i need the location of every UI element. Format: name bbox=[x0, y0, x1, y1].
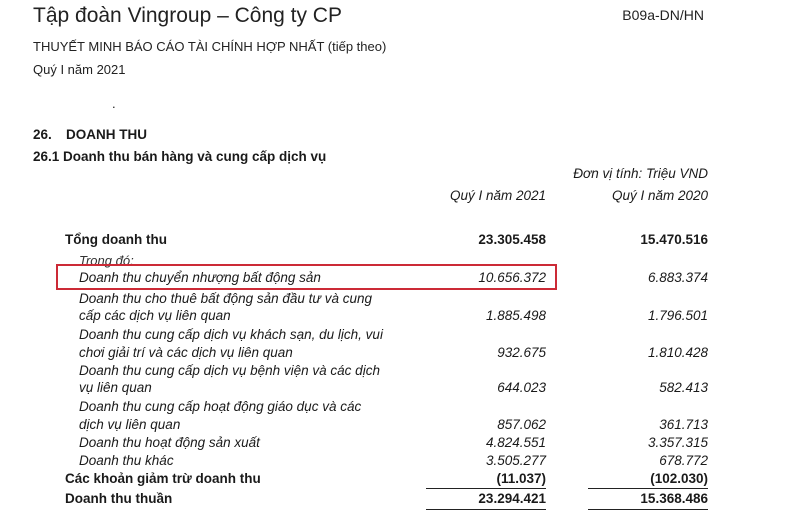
total-rule-2021 bbox=[426, 509, 546, 510]
column-header-2020: Quý I năm 2020 bbox=[611, 188, 708, 203]
row-label: chơi giải trí và các dịch vụ liên quan bbox=[79, 345, 293, 360]
row-label: vụ liên quan bbox=[79, 380, 152, 395]
total-revenue-label: Tổng doanh thu bbox=[65, 232, 167, 247]
stray-dot: . bbox=[112, 96, 116, 111]
deductions-2020: (102.030) bbox=[650, 471, 708, 486]
row-value-2021: 1.885.498 bbox=[485, 308, 546, 323]
deductions-label: Các khoản giảm trừ doanh thu bbox=[65, 471, 261, 486]
row-label: Doanh thu chuyển nhượng bất động sản bbox=[79, 270, 321, 285]
row-value-2020: 1.810.428 bbox=[647, 345, 708, 360]
row-value-2020: 361.713 bbox=[659, 417, 708, 432]
row-value-2021: 932.675 bbox=[497, 345, 546, 360]
total-rule-2020 bbox=[588, 509, 708, 510]
form-code: B09a-DN/HN bbox=[622, 7, 704, 23]
row-value-2020: 1.796.501 bbox=[647, 308, 708, 323]
row-label: Doanh thu hoạt động sản xuất bbox=[79, 435, 260, 450]
section-title: DOANH THU bbox=[66, 127, 147, 142]
report-period: Quý I năm 2021 bbox=[33, 62, 126, 77]
row-label: cấp các dịch vụ liên quan bbox=[79, 308, 231, 323]
row-value-2020: 3.357.315 bbox=[647, 435, 708, 450]
deductions-2021: (11.037) bbox=[496, 471, 546, 486]
column-header-2021: Quý I năm 2021 bbox=[449, 188, 546, 203]
total-revenue-2020: 15.470.516 bbox=[640, 232, 708, 247]
row-value-2021: 644.023 bbox=[497, 380, 546, 395]
row-value-2020: 582.413 bbox=[659, 380, 708, 395]
section-number: 26. bbox=[33, 127, 52, 142]
net-revenue-2021: 23.294.421 bbox=[478, 491, 546, 506]
unit-label: Đơn vị tính: Triệu VND bbox=[573, 166, 708, 181]
row-label: Doanh thu khác bbox=[79, 453, 174, 468]
report-subtitle: THUYẾT MINH BÁO CÁO TÀI CHÍNH HỢP NHẤT (tiếp theo) bbox=[33, 39, 387, 54]
row-value-2020: 678.772 bbox=[659, 453, 708, 468]
row-value-2021: 10.656.372 bbox=[478, 270, 546, 285]
row-label: Doanh thu cung cấp dịch vụ bệnh viện và các dịch bbox=[79, 363, 380, 378]
net-revenue-label: Doanh thu thuần bbox=[65, 491, 173, 506]
row-value-2020: 6.883.374 bbox=[647, 270, 708, 285]
total-revenue-2021: 23.305.458 bbox=[478, 232, 546, 247]
row-label: Doanh thu cung cấp hoạt động giáo dục và các bbox=[79, 399, 362, 414]
row-value-2021: 3.505.277 bbox=[485, 453, 546, 468]
row-value-2021: 857.062 bbox=[497, 417, 546, 432]
row-label: dịch vụ liên quan bbox=[79, 417, 181, 432]
of-which-label: Trong đó: bbox=[79, 253, 134, 268]
net-revenue-2020: 15.368.486 bbox=[640, 491, 708, 506]
row-label: Doanh thu cung cấp dịch vụ khách sạn, du lịch, vui bbox=[79, 327, 383, 342]
subsection-title: 26.1 Doanh thu bán hàng và cung cấp dịch vụ bbox=[33, 149, 327, 164]
company-name: Tập đoàn Vingroup – Công ty CP bbox=[33, 4, 342, 27]
row-label: Doanh thu cho thuê bất động sản đầu tư và cung bbox=[79, 291, 373, 306]
subtotal-rule-2020 bbox=[588, 488, 708, 489]
row-value-2021: 4.824.551 bbox=[485, 435, 546, 450]
subtotal-rule-2021 bbox=[426, 488, 546, 489]
